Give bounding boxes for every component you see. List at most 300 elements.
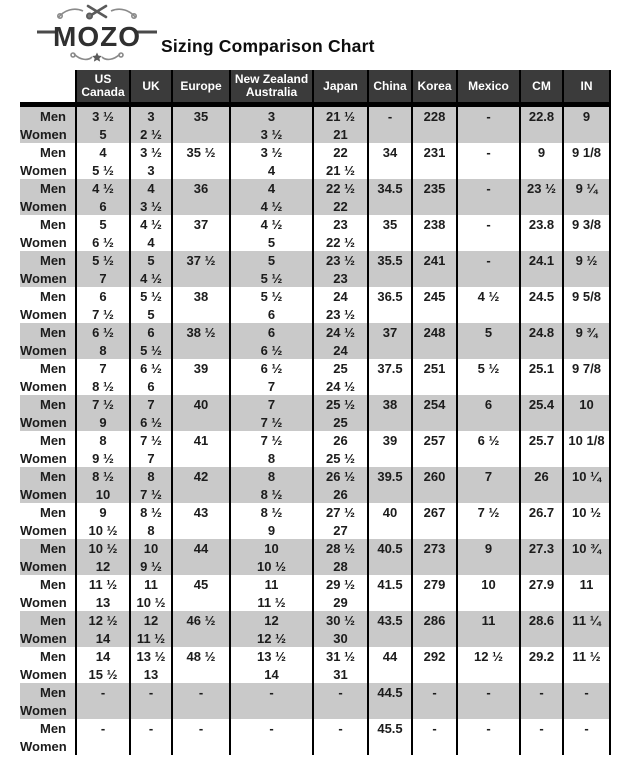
table-cell: 11 ¼ — [563, 611, 610, 629]
table-cell — [412, 197, 457, 215]
table-cell: 37.5 — [368, 359, 412, 377]
table-cell: 6 — [130, 323, 172, 341]
table-cell: 28.6 — [520, 611, 563, 629]
table-cell: 26.7 — [520, 503, 563, 521]
size-row-group — [20, 683, 610, 719]
table-cell — [457, 521, 520, 539]
table-cell — [520, 665, 563, 683]
table-cell: 22 — [313, 143, 368, 161]
row-label-women: Women — [20, 629, 76, 647]
table-cell: 6 — [76, 197, 130, 215]
table-cell — [563, 665, 610, 683]
table-cell: 25 — [313, 413, 368, 431]
table-cell: - — [230, 683, 313, 701]
table-cell — [563, 485, 610, 503]
table-cell: 9 — [76, 413, 130, 431]
size-row-group — [20, 323, 610, 359]
table-cell: - — [563, 719, 610, 737]
row-label-men: Men — [20, 359, 76, 377]
table-cell — [457, 341, 520, 359]
table-cell — [368, 701, 412, 719]
table-cell: 21 ½ — [313, 105, 368, 126]
table-cell: 10 ½ — [76, 521, 130, 539]
table-cell: 43 — [172, 503, 230, 521]
table-cell: 9 — [563, 105, 610, 126]
table-cell: 7 — [230, 377, 313, 395]
table-cell — [172, 341, 230, 359]
table-cell: 5 — [130, 305, 172, 323]
row-label-women: Women — [20, 125, 76, 143]
table-cell: 7 — [130, 449, 172, 467]
table-cell: 8 ½ — [230, 485, 313, 503]
table-cell — [412, 593, 457, 611]
crossed-utensils-icon — [87, 6, 106, 19]
table-cell — [563, 521, 610, 539]
logo-wordmark: MOZO — [53, 21, 141, 52]
table-cell: 6 ½ — [130, 359, 172, 377]
size-row-group — [20, 287, 610, 323]
table-cell: 7 — [76, 269, 130, 287]
size-row-group — [20, 431, 610, 467]
table-cell: 7 — [130, 395, 172, 413]
table-cell: 11 ½ — [563, 647, 610, 665]
table-cell — [457, 593, 520, 611]
table-cell: 10 — [230, 539, 313, 557]
table-cell: - — [412, 719, 457, 737]
table-cell: 13 — [130, 665, 172, 683]
table-cell: 11 — [130, 575, 172, 593]
table-cell: 14 — [76, 647, 130, 665]
table-cell — [520, 629, 563, 647]
row-label-women: Women — [20, 449, 76, 467]
table-cell: 37 — [172, 215, 230, 233]
table-cell: 8 — [130, 467, 172, 485]
table-cell — [563, 593, 610, 611]
table-cell: 44 — [172, 539, 230, 557]
table-cell: 9 — [230, 521, 313, 539]
table-cell: - — [76, 719, 130, 737]
table-cell: 2 ½ — [130, 125, 172, 143]
table-cell — [412, 557, 457, 575]
mozo-logo — [36, 2, 158, 66]
row-label-women: Women — [20, 521, 76, 539]
row-label-men: Men — [20, 611, 76, 629]
table-cell: 24.5 — [520, 287, 563, 305]
table-cell — [172, 233, 230, 251]
table-cell — [457, 737, 520, 755]
table-cell — [520, 593, 563, 611]
table-cell — [368, 449, 412, 467]
table-cell — [457, 269, 520, 287]
table-cell: 7 ½ — [130, 431, 172, 449]
table-cell: 5 — [76, 125, 130, 143]
table-cell — [76, 737, 130, 755]
table-cell: 30 ½ — [313, 611, 368, 629]
table-cell: 4 ½ — [457, 287, 520, 305]
table-cell: 25 — [313, 359, 368, 377]
table-cell: 31 — [313, 665, 368, 683]
table-cell: 12 — [230, 611, 313, 629]
table-cell: 6 ½ — [230, 341, 313, 359]
table-cell: 6 — [230, 323, 313, 341]
table-cell: 8 — [130, 521, 172, 539]
table-cell: 6 — [230, 305, 313, 323]
table-cell: 9 — [457, 539, 520, 557]
table-cell: 7 — [230, 395, 313, 413]
table-cell: 3 ½ — [230, 143, 313, 161]
table-cell — [368, 593, 412, 611]
table-cell: - — [130, 719, 172, 737]
row-label-women: Women — [20, 305, 76, 323]
table-cell — [368, 557, 412, 575]
table-cell: 26 — [313, 431, 368, 449]
table-cell: 28 — [313, 557, 368, 575]
table-cell — [412, 413, 457, 431]
table-cell — [563, 377, 610, 395]
table-cell: 22.8 — [520, 105, 563, 126]
table-cell: 8 — [230, 467, 313, 485]
table-cell: 9 1/8 — [563, 143, 610, 161]
size-row-group — [20, 719, 610, 755]
table-cell — [172, 629, 230, 647]
row-label-women: Women — [20, 593, 76, 611]
table-cell: 10 — [76, 485, 130, 503]
table-cell — [457, 125, 520, 143]
table-cell: 40 — [368, 503, 412, 521]
table-cell: 6 ½ — [76, 233, 130, 251]
table-cell: 286 — [412, 611, 457, 629]
table-cell: - — [172, 719, 230, 737]
table-cell: 5 ½ — [457, 359, 520, 377]
table-cell — [457, 413, 520, 431]
column-header: Japan — [313, 70, 368, 105]
table-cell: - — [457, 179, 520, 197]
table-cell: 5 — [230, 233, 313, 251]
table-cell: 30 — [313, 629, 368, 647]
table-cell: 37 ½ — [172, 251, 230, 269]
column-header: UK — [130, 70, 172, 105]
table-cell: 7 ½ — [76, 305, 130, 323]
table-cell — [172, 557, 230, 575]
table-cell — [368, 737, 412, 755]
table-cell: 24.8 — [520, 323, 563, 341]
table-cell: 24 — [313, 341, 368, 359]
table-cell: 48 ½ — [172, 647, 230, 665]
table-cell: 21 ½ — [313, 161, 368, 179]
table-cell: 35 — [368, 215, 412, 233]
corner-cell — [20, 70, 76, 105]
table-cell — [313, 701, 368, 719]
row-label-men: Men — [20, 719, 76, 737]
table-cell: - — [313, 683, 368, 701]
table-cell — [520, 701, 563, 719]
row-label-women: Women — [20, 161, 76, 179]
table-cell — [76, 701, 130, 719]
row-label-men: Men — [20, 467, 76, 485]
table-cell: 5 ½ — [130, 341, 172, 359]
column-header: Mexico — [457, 70, 520, 105]
table-cell: 39.5 — [368, 467, 412, 485]
table-cell: 27 — [313, 521, 368, 539]
table-cell: 4 — [230, 179, 313, 197]
table-cell — [457, 665, 520, 683]
table-cell: - — [230, 719, 313, 737]
size-row-group — [20, 179, 610, 215]
table-cell: 5 — [457, 323, 520, 341]
table-cell: 9 — [76, 503, 130, 521]
table-cell — [368, 305, 412, 323]
table-cell: 11 — [230, 575, 313, 593]
table-cell: 22 ½ — [313, 233, 368, 251]
table-cell: 235 — [412, 179, 457, 197]
table-cell: 36 — [172, 179, 230, 197]
column-header: Korea — [412, 70, 457, 105]
table-cell: 7 — [76, 359, 130, 377]
table-cell: - — [368, 105, 412, 126]
size-row-group — [20, 575, 610, 611]
table-cell: 34 — [368, 143, 412, 161]
table-cell — [520, 197, 563, 215]
table-cell — [172, 305, 230, 323]
table-cell — [172, 485, 230, 503]
table-cell — [368, 521, 412, 539]
table-cell — [172, 449, 230, 467]
table-cell: 25 ½ — [313, 395, 368, 413]
table-cell: 238 — [412, 215, 457, 233]
row-label-men: Men — [20, 215, 76, 233]
table-cell: 10 ½ — [76, 539, 130, 557]
table-cell: 29.2 — [520, 647, 563, 665]
table-cell: - — [563, 683, 610, 701]
table-cell: 11 ½ — [76, 575, 130, 593]
table-cell — [457, 161, 520, 179]
table-cell — [563, 233, 610, 251]
table-cell: 11 — [457, 611, 520, 629]
table-cell: 4 ½ — [130, 215, 172, 233]
table-cell — [563, 557, 610, 575]
table-cell — [457, 701, 520, 719]
table-cell: 10 1/8 — [563, 431, 610, 449]
table-cell: 8 ½ — [130, 503, 172, 521]
size-row-group — [20, 143, 610, 179]
table-cell: 44.5 — [368, 683, 412, 701]
table-cell — [563, 737, 610, 755]
table-cell: - — [172, 683, 230, 701]
table-cell: 3 — [130, 105, 172, 126]
table-cell: - — [457, 251, 520, 269]
table-cell: 39 — [172, 359, 230, 377]
size-row-group — [20, 467, 610, 503]
table-cell: 22 — [313, 197, 368, 215]
table-cell — [172, 413, 230, 431]
column-header: IN — [563, 70, 610, 105]
table-cell: 23 — [313, 215, 368, 233]
sizing-table — [20, 70, 611, 755]
row-label-men: Men — [20, 251, 76, 269]
table-cell: 9 ½ — [563, 251, 610, 269]
table-cell: 9 ½ — [130, 557, 172, 575]
table-cell: 251 — [412, 359, 457, 377]
table-cell: 4 — [76, 143, 130, 161]
table-cell — [368, 161, 412, 179]
table-cell: 35 ½ — [172, 143, 230, 161]
table-cell: 29 — [313, 593, 368, 611]
table-cell: 24.1 — [520, 251, 563, 269]
table-cell: 248 — [412, 323, 457, 341]
table-cell — [412, 125, 457, 143]
table-cell — [412, 485, 457, 503]
table-cell: 36.5 — [368, 287, 412, 305]
table-cell — [172, 161, 230, 179]
table-cell: 10 ½ — [563, 503, 610, 521]
table-cell: 27 ½ — [313, 503, 368, 521]
table-cell: - — [313, 719, 368, 737]
table-cell — [412, 233, 457, 251]
size-row-group — [20, 647, 610, 683]
table-cell — [520, 161, 563, 179]
table-cell — [172, 125, 230, 143]
table-cell: 14 — [230, 665, 313, 683]
table-cell — [412, 269, 457, 287]
row-label-men: Men — [20, 647, 76, 665]
table-cell: 7 ½ — [230, 431, 313, 449]
table-cell — [520, 233, 563, 251]
table-cell: 14 — [76, 629, 130, 647]
table-cell — [457, 305, 520, 323]
table-cell: 12 ½ — [230, 629, 313, 647]
table-cell: 11 ½ — [230, 593, 313, 611]
row-label-men: Men — [20, 575, 76, 593]
table-cell: 4 — [130, 233, 172, 251]
table-cell — [563, 413, 610, 431]
table-cell — [520, 377, 563, 395]
table-cell: 4 — [230, 161, 313, 179]
row-label-women: Women — [20, 233, 76, 251]
table-cell: 5 ½ — [230, 287, 313, 305]
table-cell — [368, 269, 412, 287]
table-cell: 24 ½ — [313, 323, 368, 341]
size-row-group — [20, 359, 610, 395]
table-cell: 5 ½ — [76, 251, 130, 269]
table-cell: 13 ½ — [130, 647, 172, 665]
table-cell — [563, 161, 610, 179]
table-cell: 8 ½ — [230, 503, 313, 521]
column-header: US Canada — [76, 70, 130, 105]
table-cell: 6 — [130, 377, 172, 395]
table-cell: 9 5/8 — [563, 287, 610, 305]
table-cell — [368, 485, 412, 503]
table-cell — [412, 629, 457, 647]
table-cell: 10 ½ — [130, 593, 172, 611]
table-cell — [172, 377, 230, 395]
table-cell: 6 — [76, 287, 130, 305]
table-cell: 25.4 — [520, 395, 563, 413]
table-cell: 44 — [368, 647, 412, 665]
row-label-women: Women — [20, 701, 76, 719]
table-cell: 26 ½ — [313, 467, 368, 485]
table-cell: - — [457, 143, 520, 161]
table-cell: 10 ¾ — [563, 539, 610, 557]
table-cell — [412, 377, 457, 395]
table-cell: 6 ½ — [76, 323, 130, 341]
table-cell: - — [412, 683, 457, 701]
table-cell — [172, 665, 230, 683]
row-label-women: Women — [20, 377, 76, 395]
table-cell — [368, 233, 412, 251]
table-cell — [172, 701, 230, 719]
table-cell: 35.5 — [368, 251, 412, 269]
table-cell: 4 ½ — [76, 179, 130, 197]
table-cell — [230, 701, 313, 719]
table-cell — [563, 449, 610, 467]
table-cell: 27.9 — [520, 575, 563, 593]
row-label-women: Women — [20, 665, 76, 683]
table-cell: 8 ½ — [76, 467, 130, 485]
table-cell — [368, 197, 412, 215]
table-cell: 38 — [368, 395, 412, 413]
table-cell: 24 — [313, 287, 368, 305]
table-cell — [457, 629, 520, 647]
table-cell — [520, 521, 563, 539]
column-header: China — [368, 70, 412, 105]
table-cell: 245 — [412, 287, 457, 305]
table-cell — [172, 521, 230, 539]
table-cell — [412, 737, 457, 755]
table-cell: 26 — [520, 467, 563, 485]
table-cell — [172, 737, 230, 755]
table-cell: 39 — [368, 431, 412, 449]
table-cell: 257 — [412, 431, 457, 449]
table-cell: 9 — [520, 143, 563, 161]
table-cell — [412, 449, 457, 467]
table-cell — [520, 449, 563, 467]
table-cell — [563, 305, 610, 323]
table-cell: 23 ½ — [313, 305, 368, 323]
table-cell: 6 ½ — [457, 431, 520, 449]
size-row-group — [20, 251, 610, 287]
table-cell: 26 — [313, 485, 368, 503]
table-cell — [368, 413, 412, 431]
table-cell: 41.5 — [368, 575, 412, 593]
table-cell: 5 — [76, 215, 130, 233]
size-row-group — [20, 503, 610, 539]
table-cell — [172, 593, 230, 611]
table-cell: 23 — [313, 269, 368, 287]
table-cell: 12 ½ — [457, 647, 520, 665]
row-label-men: Men — [20, 683, 76, 701]
size-row-group — [20, 611, 610, 647]
table-cell: 25.1 — [520, 359, 563, 377]
table-cell: 4 ½ — [230, 197, 313, 215]
table-cell: 4 ½ — [230, 215, 313, 233]
table-cell: 3 ½ — [130, 143, 172, 161]
table-cell: 7 ½ — [76, 395, 130, 413]
table-cell: 10 — [563, 395, 610, 413]
table-cell: 9 ½ — [76, 449, 130, 467]
table-cell: 10 — [130, 539, 172, 557]
table-cell: 38 — [172, 287, 230, 305]
table-cell: 231 — [412, 143, 457, 161]
table-cell: 7 ½ — [457, 503, 520, 521]
table-cell: 41 — [172, 431, 230, 449]
table-cell: 28 ½ — [313, 539, 368, 557]
table-cell: - — [76, 683, 130, 701]
table-cell — [520, 269, 563, 287]
table-cell: 37 — [368, 323, 412, 341]
table-cell: 5 ½ — [130, 287, 172, 305]
star-icon — [92, 53, 102, 62]
table-cell: 10 — [457, 575, 520, 593]
